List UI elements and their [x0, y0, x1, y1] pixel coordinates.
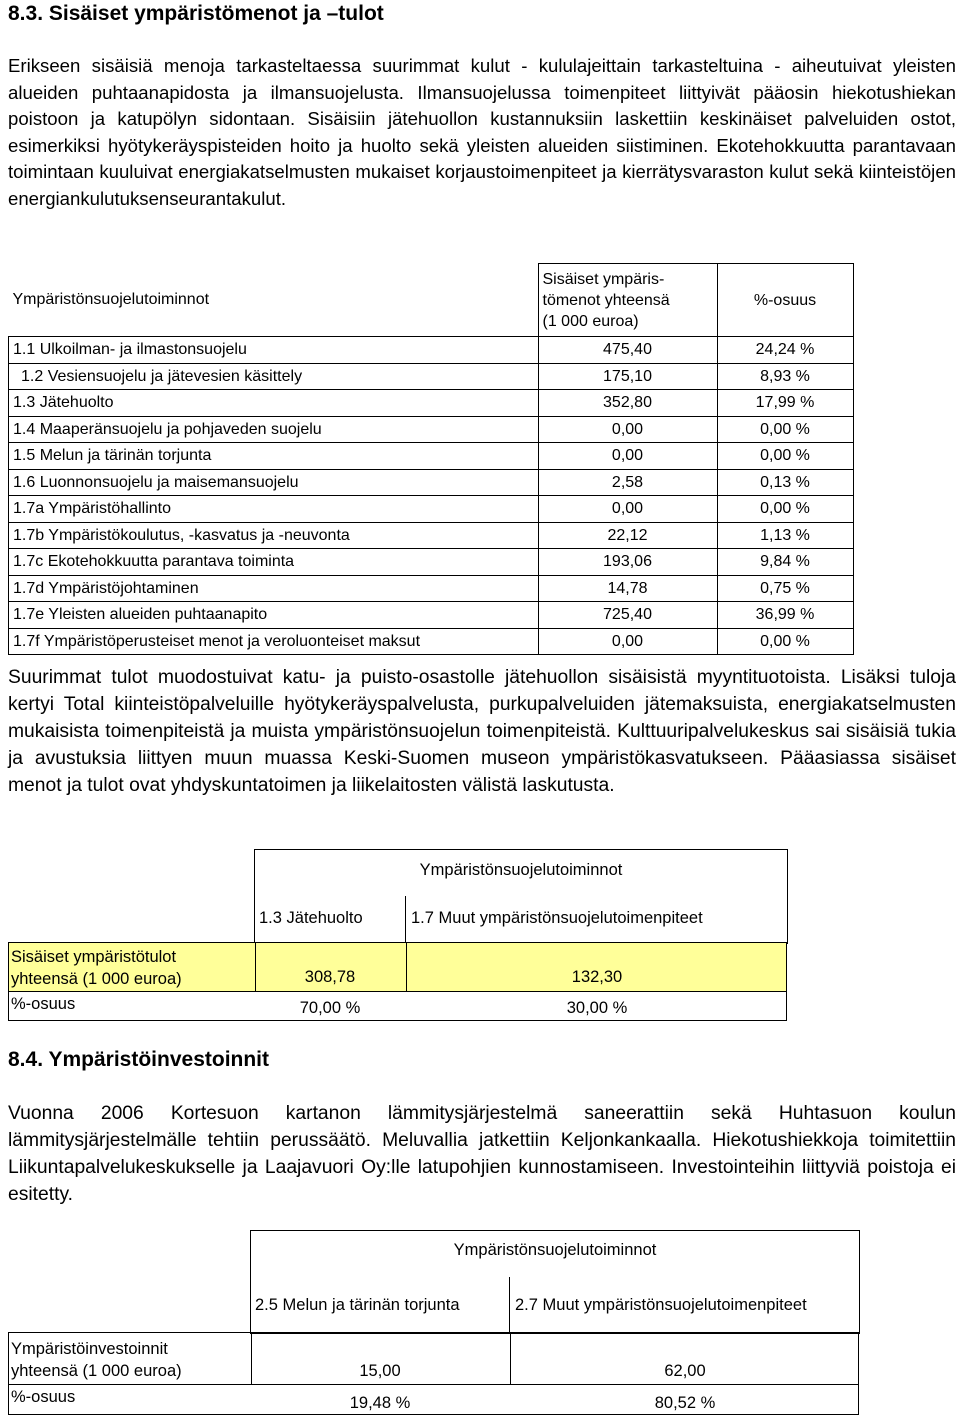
income-share-other: 30,00 %: [566, 999, 628, 1017]
income-table-group-header: Ympäristönsuojelutoiminnot: [419, 861, 623, 879]
income-total-label-line1: Sisäiset ympäristötulot: [11, 948, 177, 966]
row-value: 725,40: [538, 602, 717, 629]
row-label: 1.5 Melun ja tärinän torjunta: [9, 443, 539, 470]
row-share: 0,13 %: [717, 469, 853, 496]
investment-total-label-line1: Ympäristöinvestoinnit: [11, 1340, 168, 1358]
header-share: %-osuus: [717, 264, 853, 337]
row-share: 0,00 %: [717, 443, 853, 470]
row-label: 1.3 Jätehuolto: [9, 390, 539, 417]
income-table-header-box: [254, 849, 788, 944]
row-value: 175,10: [538, 363, 717, 390]
row-value: 475,40: [538, 337, 717, 364]
header-total-line3: (1 000 euroa): [542, 312, 639, 330]
row-share: 0,00 %: [717, 496, 853, 523]
income-total-label-line2: yhteensä (1 000 euroa): [11, 970, 182, 988]
row-share: 8,93 %: [717, 363, 853, 390]
income-share-row: [8, 991, 787, 1021]
table-row: [9, 363, 854, 390]
header-activities: Ympäristönsuojelutoiminnot: [12, 291, 210, 309]
row-share: 24,24 %: [717, 337, 853, 364]
row-label: 1.7f Ympäristöperusteiset menot ja veroluonteiset maksut: [9, 628, 539, 655]
table-header-row: [9, 264, 854, 337]
table-row: [9, 522, 854, 549]
income-total-waste: 308,78: [304, 968, 356, 986]
paragraph-investments: Vuonna 2006 Kortesuon kartanon lämmitysjärjestelmä saneerattiin sekä Huhtasuon koulun lämmitysjärjestelmälle tehtiin perussäätö. Meluvallia jatkettiin Keljonkankaalla. Hiekotushiekkoja toimitettiin Liikuntapalvelukeskukselle ja Laajavuori Oy:lle latupohjien kunnostamiseen. Investointeihin liittyviä poistoja ei esitetty.: [8, 1103, 956, 1205]
row-share: 0,75 %: [717, 575, 853, 602]
row-label: 1.1 Ulkoilman- ja ilmastonsuojelu: [9, 337, 539, 364]
row-value: 22,12: [538, 522, 717, 549]
row-share: 0,00 %: [717, 628, 853, 655]
row-value: 0,00: [538, 496, 717, 523]
row-value: 352,80: [538, 390, 717, 417]
investment-share-row: [8, 1384, 859, 1415]
row-share: 9,84 %: [717, 549, 853, 576]
table-row: [9, 602, 854, 629]
header-total-line2: tömenot yhteensä: [542, 291, 670, 309]
row-share: 17,99 %: [717, 390, 853, 417]
row-label: 1.7a Ympäristöhallinto: [9, 496, 539, 523]
income-col-waste: 1.3 Jätehuolto: [259, 909, 363, 927]
income-total-row: [8, 942, 787, 992]
income-total-other: 132,30: [571, 968, 623, 986]
income-share-waste: 70,00 %: [299, 999, 361, 1017]
section-heading-8-3: 8.3. Sisäiset ympäristömenot ja –tulot: [8, 2, 384, 25]
row-share: 1,13 %: [717, 522, 853, 549]
paragraph-internal-expenses: Erikseen sisäisiä menoja tarkasteltaessa suurimmat kulut - kululajeittain tarkasteltuina - aiheutuivat yleisten alueiden puhtaanapidosta ja ilmansuojelusta. Ilmansuojelussa toimenpiteet liittyivät pääosin hiekotushiekan poistoon ja katupölyn sidontaan. Sisäisiin jätehuollon kustannuksiin laskettiin keskinäiset palveluiden ostot, esimerkiksi hyötykeräyspisteiden hoito ja huolto sekä yleisten alueiden siistiminen. Ekotehokkuutta parantavaan toimintaan kuuluivat energiakatselmusten mukaiset korjaustoimenpiteet ja kierrätysvaraston kulut sekä kiinteistöjen energiankulutuksenseurantakulut.: [8, 55, 956, 209]
row-label: 1.4 Maaperänsuojelu ja pohjaveden suojelu: [9, 416, 539, 443]
header-total: [538, 264, 717, 337]
row-value: 0,00: [538, 443, 717, 470]
income-total-label: [11, 946, 182, 990]
row-value: 0,00: [538, 416, 717, 443]
row-label: 1.6 Luonnonsuojelu ja maisemansuojelu: [9, 469, 539, 496]
investment-share-label: %-osuus: [11, 1388, 76, 1406]
row-value: 14,78: [538, 575, 717, 602]
row-label: 1.7e Yleisten alueiden puhtaanapito: [9, 602, 539, 629]
investment-total-other: 62,00: [664, 1362, 706, 1380]
table-row: [9, 390, 854, 417]
investment-total-noise: 15,00: [359, 1362, 401, 1380]
investment-share-noise: 19,48 %: [349, 1394, 411, 1412]
table-row: [9, 469, 854, 496]
row-value: 0,00: [538, 628, 717, 655]
investment-total-label: [11, 1338, 182, 1382]
row-share: 0,00 %: [717, 416, 853, 443]
investment-total-label-line2: yhteensä (1 000 euroa): [11, 1362, 182, 1380]
table-row: [9, 549, 854, 576]
table-row: [9, 443, 854, 470]
row-label: 1.7d Ympäristöjohtaminen: [9, 575, 539, 602]
header-total-line1: Sisäiset ympäris-: [542, 270, 665, 288]
row-label: 1.7b Ympäristökoulutus, -kasvatus ja -neuvonta: [9, 522, 539, 549]
internal-expenses-table: [8, 263, 854, 655]
income-col-other: 1.7 Muut ympäristönsuojelutoimenpiteet: [411, 909, 703, 927]
table-row: [9, 416, 854, 443]
table-row: [9, 575, 854, 602]
row-share: 36,99 %: [717, 602, 853, 629]
investment-table-header-box: [250, 1230, 860, 1334]
row-label: 1.2 Vesiensuojelu ja jätevesien käsittely: [9, 363, 539, 390]
investment-col-other: 2.7 Muut ympäristönsuojelutoimenpiteet: [515, 1296, 807, 1314]
investment-table-group-header: Ympäristönsuojelutoiminnot: [453, 1241, 657, 1259]
section-heading-8-4: 8.4. Ympäristöinvestoinnit: [8, 1048, 270, 1071]
row-label: 1.7c Ekotehokkuutta parantava toiminta: [9, 549, 539, 576]
table-row: [9, 337, 854, 364]
investment-share-other: 80,52 %: [654, 1394, 716, 1412]
table-row: [9, 496, 854, 523]
paragraph-internal-income: Suurimmat tulot muodostuivat katu- ja puisto-osastolle jätehuollon sisäisistä myyntituotoista. Lisäksi tuloja kertyi Total kiinteistöpalveluille hyötykeräyspalvelusta, purkupalveluiden jätemaksuista, energiakatselmusten mukaisista toimenpiteistä ja muista ympäristönsuojelun toimenpiteistä. Kulttuuripalvelukeskus sai sisäisiä tukia ja avustuksia liittyen muun muassa Keski-Suomen museon ympäristökasvatukseen. Pääasiassa sisäiset menot ja tulot ovat yhdyskuntatoimen ja liikelaitosten välistä laskutusta.: [8, 667, 956, 796]
investment-col-noise: 2.5 Melun ja tärinän torjunta: [255, 1296, 460, 1314]
income-share-label: %-osuus: [11, 995, 76, 1013]
row-value: 2,58: [538, 469, 717, 496]
row-value: 193,06: [538, 549, 717, 576]
investment-total-row: [8, 1332, 859, 1385]
table-row: [9, 628, 854, 655]
